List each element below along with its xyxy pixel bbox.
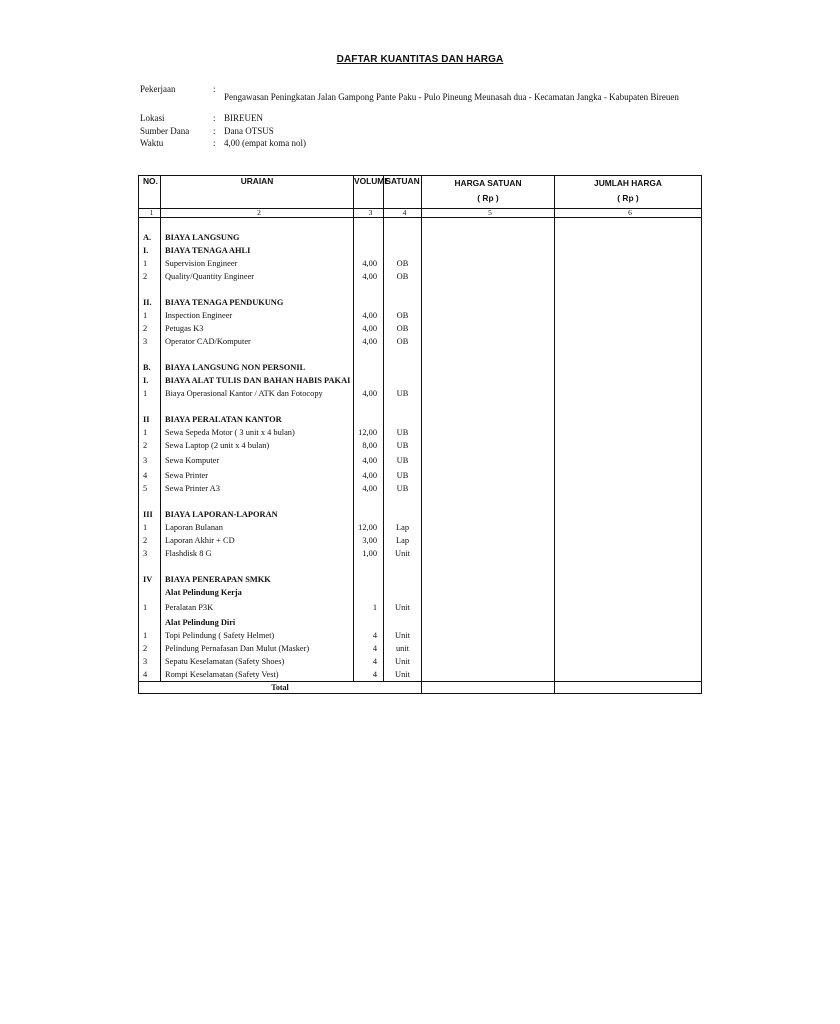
row-unit	[384, 361, 422, 374]
row-number: 3	[143, 549, 148, 558]
jumlah-harga-label: JUMLAH HARGA	[594, 178, 662, 188]
row-description: Laporan Akhir + CD	[161, 534, 354, 547]
row-total-price	[555, 231, 702, 244]
row-unit: Unit	[384, 629, 422, 642]
empty-cell	[139, 400, 161, 413]
row-number: B.	[143, 363, 151, 372]
row-unit: OB	[384, 322, 422, 335]
table-row	[139, 521, 702, 534]
row-volume: 4,00	[354, 270, 384, 283]
table-body	[139, 218, 702, 682]
document-title: DAFTAR KUANTITAS DAN HARGA	[336, 54, 504, 65]
spacer-row	[139, 560, 702, 573]
empty-cell	[354, 348, 384, 361]
row-number: 2	[143, 644, 148, 653]
row-total-price	[555, 642, 702, 655]
section-heading-row	[139, 244, 702, 257]
row-unit-price	[422, 270, 555, 283]
row-unit-price	[422, 426, 555, 439]
row-volume: 4,00	[354, 387, 384, 400]
row-volume	[354, 573, 384, 586]
table-row	[139, 547, 702, 560]
row-number: IV	[143, 575, 153, 584]
row-unit-price	[422, 616, 555, 629]
row-description: BIAYA TENAGA AHLI	[161, 244, 354, 257]
row-total-price	[555, 309, 702, 322]
empty-cell	[354, 218, 384, 232]
row-description: Pelindung Pernafasan Dan Mulut (Masker)	[161, 642, 354, 655]
row-number: 3	[143, 657, 148, 666]
row-volume: 4,00	[354, 335, 384, 348]
empty-cell	[354, 400, 384, 413]
section-heading-row	[139, 296, 702, 309]
row-number: 4	[143, 670, 148, 679]
empty-cell	[161, 560, 354, 573]
row-unit-price	[422, 521, 555, 534]
table-row	[139, 257, 702, 270]
row-description: Topi Pelindung ( Safety Helmet)	[161, 629, 354, 642]
sumber-dana-value: Dana OTSUS	[224, 126, 274, 136]
row-description: BIAYA PERALATAN KANTOR	[161, 413, 354, 426]
empty-cell	[161, 218, 354, 232]
row-unit-price	[422, 413, 555, 426]
row-total-price	[555, 573, 702, 586]
row-unit: OB	[384, 270, 422, 283]
table-row	[139, 322, 702, 335]
row-number: 3	[143, 456, 148, 465]
row-unit: Unit	[384, 599, 422, 616]
row-description: Petugas K3	[161, 322, 354, 335]
empty-cell	[354, 283, 384, 296]
row-total-price	[555, 521, 702, 534]
row-total-price	[555, 335, 702, 348]
section-heading-row	[139, 374, 702, 387]
row-volume: 4	[354, 655, 384, 668]
total-harga-satuan-cell	[422, 682, 555, 694]
table-row	[139, 469, 702, 482]
row-unit: Lap	[384, 521, 422, 534]
jumlah-harga-unit: ( Rp )	[617, 193, 639, 203]
row-number: II.	[143, 298, 152, 307]
column-number: 1	[139, 209, 161, 218]
row-number: 1	[143, 603, 148, 612]
row-total-price	[555, 616, 702, 629]
row-description: BIAYA ALAT TULIS DAN BAHAN HABIS PAKAI	[161, 374, 354, 387]
spacer-row	[139, 348, 702, 361]
lokasi-colon: :	[213, 113, 216, 123]
row-description: Flashdisk 8 G	[161, 547, 354, 560]
table-row	[139, 452, 702, 469]
empty-cell	[422, 218, 555, 232]
row-unit-price	[422, 452, 555, 469]
row-description: Inspection Engineer	[161, 309, 354, 322]
row-volume: 12,00	[354, 426, 384, 439]
empty-cell	[161, 495, 354, 508]
row-unit-price	[422, 361, 555, 374]
pekerjaan-colon: :	[213, 84, 216, 94]
row-unit-price	[422, 642, 555, 655]
row-total-price	[555, 257, 702, 270]
column-number-row	[139, 209, 702, 218]
empty-cell	[384, 495, 422, 508]
empty-cell	[139, 283, 161, 296]
row-unit-price	[422, 244, 555, 257]
total-label: Total	[139, 682, 422, 694]
section-heading-row	[139, 361, 702, 374]
row-number: I.	[143, 246, 149, 255]
row-total-price	[555, 361, 702, 374]
empty-cell	[354, 560, 384, 573]
row-unit-price	[422, 547, 555, 560]
row-total-price	[555, 413, 702, 426]
row-number: 3	[143, 337, 148, 346]
total-row	[139, 682, 702, 694]
row-unit-price	[422, 586, 555, 599]
section-heading-row	[139, 586, 702, 599]
row-volume: 4,00	[354, 309, 384, 322]
row-unit-price	[422, 257, 555, 270]
row-volume: 4,00	[354, 482, 384, 495]
empty-cell	[139, 218, 161, 232]
row-number: 5	[143, 484, 148, 493]
header-no: NO.	[139, 176, 161, 209]
row-description: Alat Pelindung Kerja	[161, 586, 354, 599]
row-volume: 4,00	[354, 452, 384, 469]
section-heading-row	[139, 616, 702, 629]
waktu-value: 4,00 (empat koma nol)	[224, 138, 306, 148]
row-volume: 8,00	[354, 439, 384, 452]
row-unit-price	[422, 296, 555, 309]
table-row	[139, 335, 702, 348]
row-number	[139, 616, 161, 629]
row-volume: 4	[354, 668, 384, 682]
empty-cell	[422, 495, 555, 508]
row-unit	[384, 508, 422, 521]
row-volume	[354, 508, 384, 521]
row-description: BIAYA PENERAPAN SMKK	[161, 573, 354, 586]
row-volume	[354, 361, 384, 374]
row-unit: OB	[384, 257, 422, 270]
column-number: 5	[422, 209, 555, 218]
row-total-price	[555, 668, 702, 682]
row-unit: OB	[384, 309, 422, 322]
row-total-price	[555, 586, 702, 599]
row-unit: Unit	[384, 547, 422, 560]
row-description: Peralatan P3K	[161, 599, 354, 616]
row-volume	[354, 586, 384, 599]
empty-cell	[384, 400, 422, 413]
row-unit-price	[422, 599, 555, 616]
header-uraian: URAIAN	[161, 176, 354, 209]
row-volume: 3,00	[354, 534, 384, 547]
row-description: Sewa Laptop (2 unit x 4 bulan)	[161, 439, 354, 452]
row-unit	[384, 616, 422, 629]
spacer-row	[139, 218, 702, 232]
row-number: 2	[143, 441, 148, 450]
row-volume	[354, 374, 384, 387]
row-unit	[384, 413, 422, 426]
row-unit-price	[422, 534, 555, 547]
row-description: Sewa Sepeda Motor ( 3 unit x 4 bulan)	[161, 426, 354, 439]
row-total-price	[555, 482, 702, 495]
empty-cell	[555, 218, 702, 232]
table-row	[139, 439, 702, 452]
empty-cell	[555, 283, 702, 296]
table-row	[139, 387, 702, 400]
row-unit: UB	[384, 439, 422, 452]
table-row	[139, 599, 702, 616]
row-unit-price	[422, 655, 555, 668]
empty-cell	[555, 495, 702, 508]
row-total-price	[555, 469, 702, 482]
empty-cell	[384, 218, 422, 232]
row-volume: 4	[354, 629, 384, 642]
row-total-price	[555, 387, 702, 400]
lokasi-label: Lokasi	[140, 113, 165, 123]
harga-satuan-unit: ( Rp )	[477, 193, 499, 203]
row-unit-price	[422, 322, 555, 335]
row-number: 4	[143, 471, 148, 480]
row-total-price	[555, 322, 702, 335]
row-unit	[384, 573, 422, 586]
row-volume: 12,00	[354, 521, 384, 534]
table-header-row	[139, 176, 702, 209]
row-unit-price	[422, 374, 555, 387]
row-volume: 4,00	[354, 257, 384, 270]
row-number: 2	[143, 272, 148, 281]
row-unit-price	[422, 573, 555, 586]
header-jumlah-harga	[555, 176, 702, 209]
row-unit: UB	[384, 482, 422, 495]
spacer-row	[139, 283, 702, 296]
row-description: Sewa Printer	[161, 469, 354, 482]
row-volume	[354, 296, 384, 309]
empty-cell	[161, 348, 354, 361]
row-volume	[354, 231, 384, 244]
empty-cell	[139, 560, 161, 573]
row-unit-price	[422, 469, 555, 482]
row-unit-price	[422, 231, 555, 244]
row-number: I.	[143, 376, 149, 385]
empty-cell	[161, 283, 354, 296]
row-description: Biaya Operasional Kantor / ATK dan Fotocopy	[161, 387, 354, 400]
empty-cell	[422, 283, 555, 296]
spacer-row	[139, 400, 702, 413]
empty-cell	[354, 495, 384, 508]
table-row	[139, 426, 702, 439]
row-volume: 4,00	[354, 322, 384, 335]
column-number: 2	[161, 209, 354, 218]
table-row	[139, 655, 702, 668]
table-row	[139, 629, 702, 642]
meta-waktu	[0, 137, 768, 149]
lokasi-value: BIREUEN	[224, 113, 263, 123]
row-number: 1	[143, 389, 148, 398]
row-volume: 4,00	[354, 469, 384, 482]
row-unit-price	[422, 387, 555, 400]
empty-cell	[384, 283, 422, 296]
row-number	[139, 586, 161, 599]
row-unit	[384, 231, 422, 244]
row-unit: OB	[384, 335, 422, 348]
row-unit: Unit	[384, 655, 422, 668]
waktu-colon: :	[213, 138, 216, 148]
row-description: Supervision Engineer	[161, 257, 354, 270]
row-volume: 4	[354, 642, 384, 655]
row-description: Operator CAD/Komputer	[161, 335, 354, 348]
section-heading-row	[139, 508, 702, 521]
row-volume: 1	[354, 599, 384, 616]
row-unit-price	[422, 482, 555, 495]
row-number: 1	[143, 311, 148, 320]
pekerjaan-value: Pengawasan Peningkatan Jalan Gampong Pante Paku - Pulo Pineung Meunasah dua - Kecamatan Jangka - Kabupaten Bireuen	[224, 92, 679, 102]
meta-sumber-dana	[0, 125, 768, 137]
row-total-price	[555, 599, 702, 616]
table-row	[139, 482, 702, 495]
row-total-price	[555, 534, 702, 547]
row-number: A.	[143, 233, 152, 242]
row-description: BIAYA TENAGA PENDUKUNG	[161, 296, 354, 309]
table-row	[139, 668, 702, 682]
row-number: 1	[143, 631, 148, 640]
row-unit: Unit	[384, 668, 422, 682]
table-row	[139, 270, 702, 283]
row-unit	[384, 586, 422, 599]
row-total-price	[555, 296, 702, 309]
header-volume: VOLUME	[354, 176, 384, 209]
harga-satuan-label: HARGA SATUAN	[454, 178, 522, 188]
row-description: BIAYA LANGSUNG NON PERSONIL	[161, 361, 354, 374]
sumber-dana-colon: :	[213, 126, 216, 136]
row-volume	[354, 413, 384, 426]
sumber-dana-label: Sumber Dana	[140, 126, 190, 136]
row-number: 1	[143, 428, 148, 437]
row-total-price	[555, 655, 702, 668]
table-row	[139, 309, 702, 322]
row-total-price	[555, 439, 702, 452]
row-unit-price	[422, 439, 555, 452]
quantity-price-table	[138, 175, 702, 694]
row-description: Alat Pelindung Diri	[161, 616, 354, 629]
empty-cell	[384, 560, 422, 573]
row-total-price	[555, 244, 702, 257]
row-number: 1	[143, 259, 148, 268]
row-unit	[384, 244, 422, 257]
row-number: II	[143, 415, 150, 424]
row-unit-price	[422, 309, 555, 322]
row-description: BIAYA LAPORAN-LAPORAN	[161, 508, 354, 521]
total-jumlah-harga-cell	[555, 682, 702, 694]
row-unit-price	[422, 629, 555, 642]
empty-cell	[555, 400, 702, 413]
row-unit: UB	[384, 452, 422, 469]
section-heading-row	[139, 231, 702, 244]
row-description: Sepatu Keselamatan (Safety Shoes)	[161, 655, 354, 668]
empty-cell	[422, 560, 555, 573]
row-total-price	[555, 452, 702, 469]
empty-cell	[161, 400, 354, 413]
empty-cell	[555, 348, 702, 361]
empty-cell	[139, 495, 161, 508]
section-heading-row	[139, 573, 702, 586]
row-description: Laporan Bulanan	[161, 521, 354, 534]
column-number: 4	[384, 209, 422, 218]
row-unit: Lap	[384, 534, 422, 547]
row-total-price	[555, 270, 702, 283]
column-number: 3	[354, 209, 384, 218]
row-description: Quality/Quantity Engineer	[161, 270, 354, 283]
row-number: 2	[143, 324, 148, 333]
empty-cell	[139, 348, 161, 361]
row-unit: UB	[384, 469, 422, 482]
row-total-price	[555, 629, 702, 642]
row-unit	[384, 374, 422, 387]
header-satuan: SATUAN	[384, 176, 422, 209]
row-description: Sewa Komputer	[161, 452, 354, 469]
empty-cell	[555, 560, 702, 573]
column-number: 6	[555, 209, 702, 218]
row-unit-price	[422, 508, 555, 521]
row-description: BIAYA LANGSUNG	[161, 231, 354, 244]
row-unit-price	[422, 335, 555, 348]
row-total-price	[555, 374, 702, 387]
row-description: Sewa Printer A3	[161, 482, 354, 495]
section-heading-row	[139, 413, 702, 426]
row-total-price	[555, 508, 702, 521]
empty-cell	[422, 400, 555, 413]
table-row	[139, 642, 702, 655]
row-volume	[354, 616, 384, 629]
row-number: 2	[143, 536, 148, 545]
row-number: III	[143, 510, 153, 519]
pekerjaan-label: Pekerjaan	[140, 84, 176, 94]
header-harga-satuan	[422, 176, 555, 209]
row-volume: 1,00	[354, 547, 384, 560]
waktu-label: Waktu	[140, 138, 164, 148]
spacer-row	[139, 495, 702, 508]
row-unit: UB	[384, 426, 422, 439]
row-volume	[354, 244, 384, 257]
row-total-price	[555, 426, 702, 439]
row-unit	[384, 296, 422, 309]
table-row	[139, 534, 702, 547]
meta-lokasi	[0, 112, 768, 124]
row-unit-price	[422, 668, 555, 682]
row-total-price	[555, 547, 702, 560]
empty-cell	[422, 348, 555, 361]
row-unit: UB	[384, 387, 422, 400]
row-number: 1	[143, 523, 148, 532]
meta-pekerjaan-value	[0, 91, 768, 103]
row-unit: unit	[384, 642, 422, 655]
row-description: Rompi Keselamatan (Safety Vest)	[161, 668, 354, 682]
empty-cell	[384, 348, 422, 361]
